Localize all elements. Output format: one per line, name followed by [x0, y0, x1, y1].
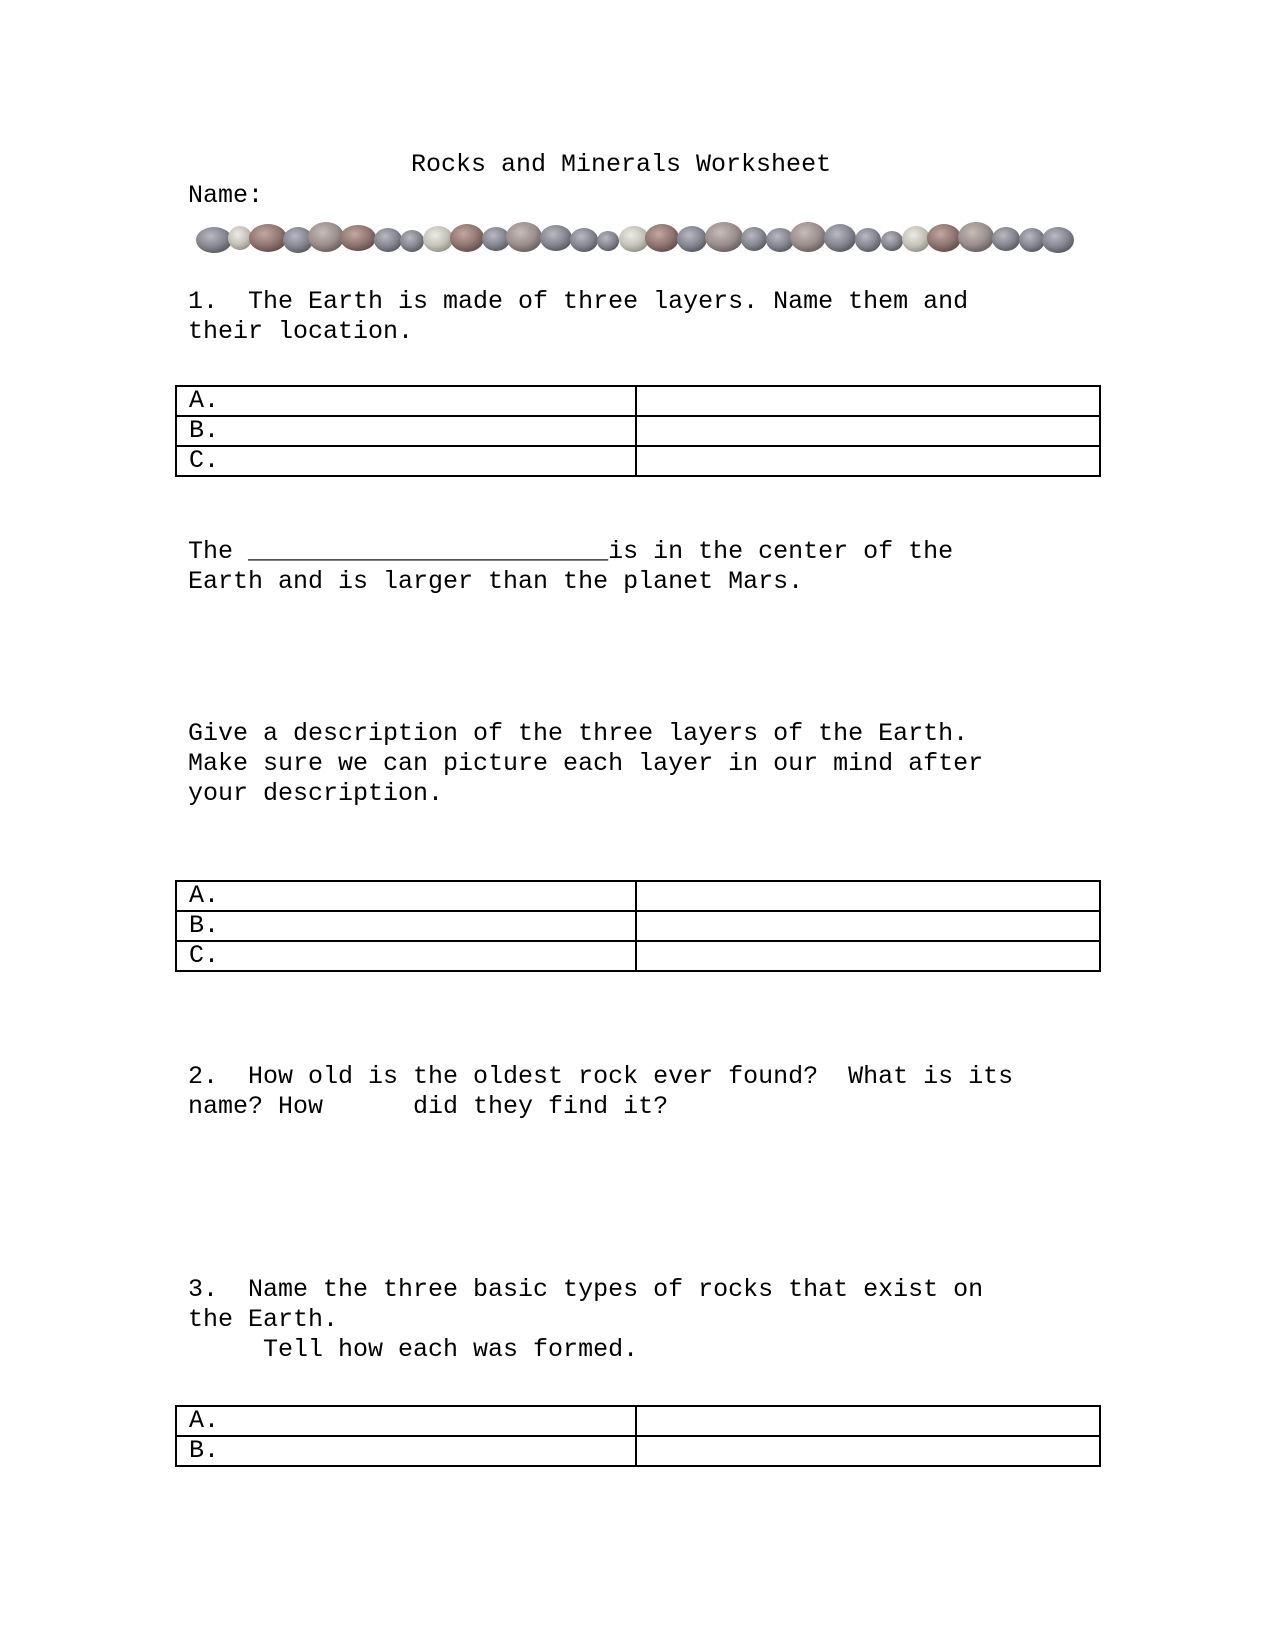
- question-1-line-1: 1. The Earth is made of three layers. Name them and: [188, 287, 969, 316]
- rocks-border-image: [192, 216, 1078, 260]
- worksheet-title: Rocks and Minerals Worksheet: [411, 150, 832, 179]
- table-row: [176, 1436, 1100, 1466]
- answer-cell[interactable]: [636, 881, 1100, 911]
- question-3-line-1: 3. Name the three basic types of rocks that exist on: [188, 1275, 984, 1304]
- fill-blank-line-2: Earth and is larger than the planet Mars.: [188, 567, 804, 596]
- answer-cell[interactable]: [636, 1436, 1100, 1466]
- question-1-answer-table: [175, 385, 1101, 477]
- question-3-answer-table: [175, 1405, 1101, 1467]
- row-label: B.: [176, 911, 636, 941]
- description-line-2: Make sure we can picture each layer in our mind after: [188, 749, 984, 778]
- description-line-1: Give a description of the three layers of the Earth.: [188, 719, 969, 748]
- row-label: A.: [176, 386, 636, 416]
- answer-cell[interactable]: [636, 941, 1100, 971]
- table-row: [176, 416, 1100, 446]
- answer-cell[interactable]: [636, 416, 1100, 446]
- table-row: [176, 1406, 1100, 1436]
- row-label: B.: [176, 1436, 636, 1466]
- table-row: [176, 911, 1100, 941]
- table-row: [176, 446, 1100, 476]
- description-answer-table: [175, 880, 1101, 972]
- question-3-line-2: the Earth.: [188, 1305, 339, 1334]
- question-2-line-2: name? How did they find it?: [188, 1092, 669, 1121]
- table-row: [176, 881, 1100, 911]
- row-label: C.: [176, 941, 636, 971]
- row-label: B.: [176, 416, 636, 446]
- answer-cell[interactable]: [636, 911, 1100, 941]
- question-2-line-1: 2. How old is the oldest rock ever found? What is its: [188, 1062, 1014, 1091]
- question-3-line-3: Tell how each was formed.: [188, 1335, 639, 1364]
- row-label: A.: [176, 1406, 636, 1436]
- fill-blank-line-1: The ________________________is in the center of the: [188, 537, 954, 566]
- answer-cell[interactable]: [636, 386, 1100, 416]
- rock-pebbles: [196, 222, 1074, 253]
- row-label: A.: [176, 881, 636, 911]
- table-row: [176, 941, 1100, 971]
- answer-cell[interactable]: [636, 1406, 1100, 1436]
- table-row: [176, 386, 1100, 416]
- answer-cell[interactable]: [636, 446, 1100, 476]
- name-label: Name:: [188, 181, 264, 210]
- question-1-line-2: their location.: [188, 317, 414, 346]
- row-label: C.: [176, 446, 636, 476]
- description-line-3: your description.: [188, 779, 444, 808]
